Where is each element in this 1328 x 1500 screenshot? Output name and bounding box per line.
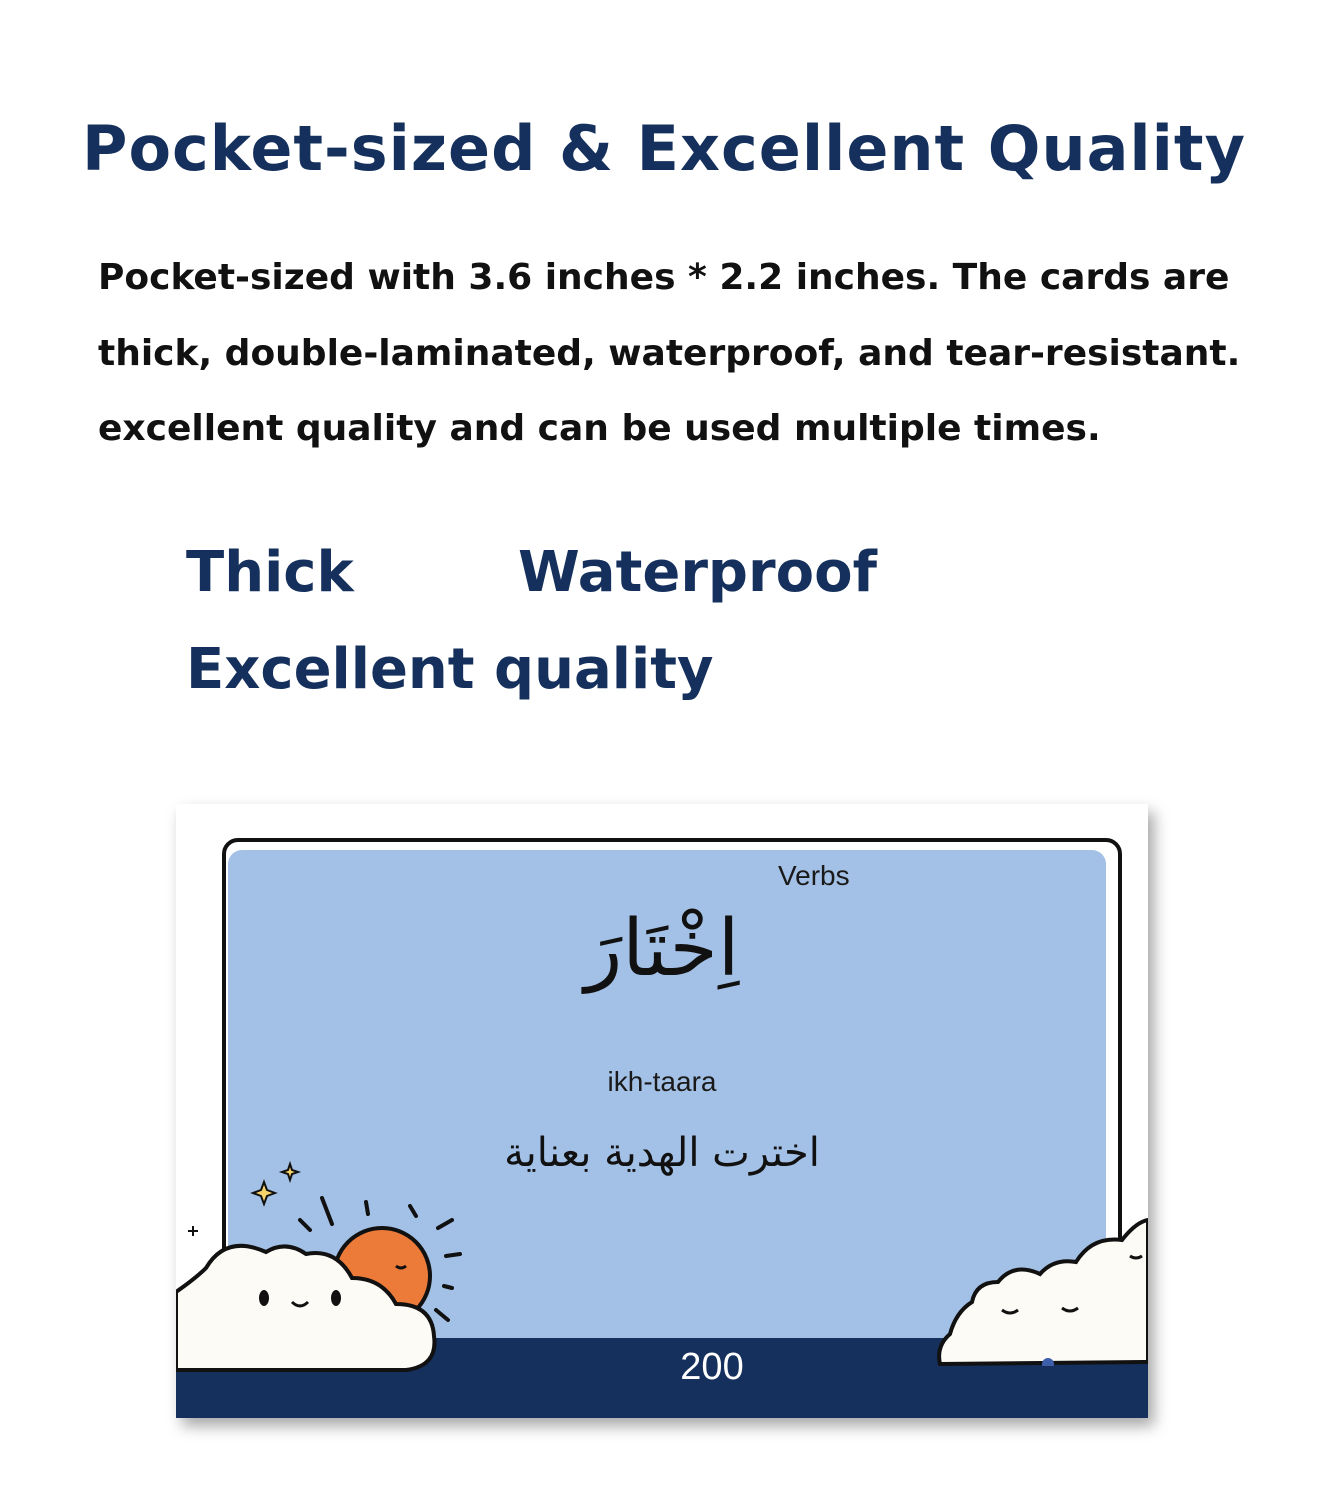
product-description: Pocket-sized with 3.6 inches * 2.2 inches. The cards are thick, double-laminated, waterproof, and tear-resistant. excellent quality and can be used multiple times.	[98, 257, 1241, 449]
card-example-sentence: اخترت الهدية بعناية	[504, 1130, 820, 1176]
flash-card-image	[176, 804, 1148, 1418]
feature-waterproof: Waterproof	[518, 540, 877, 605]
feature-excellent-quality: Excellent quality	[186, 637, 714, 702]
cloud-icon	[176, 1228, 446, 1378]
card-category: Verbs	[778, 860, 850, 891]
sparkle-icon	[246, 1160, 306, 1210]
card-number: 200	[680, 1346, 744, 1388]
card-transliteration: ikh-taara	[607, 1066, 717, 1097]
page-headline: Pocket-sized & Excellent Quality	[82, 112, 1246, 185]
feature-thick: Thick	[186, 540, 354, 605]
card-arabic-word: اِخْتَارَ	[584, 904, 740, 994]
cloud-icon	[936, 1216, 1148, 1366]
